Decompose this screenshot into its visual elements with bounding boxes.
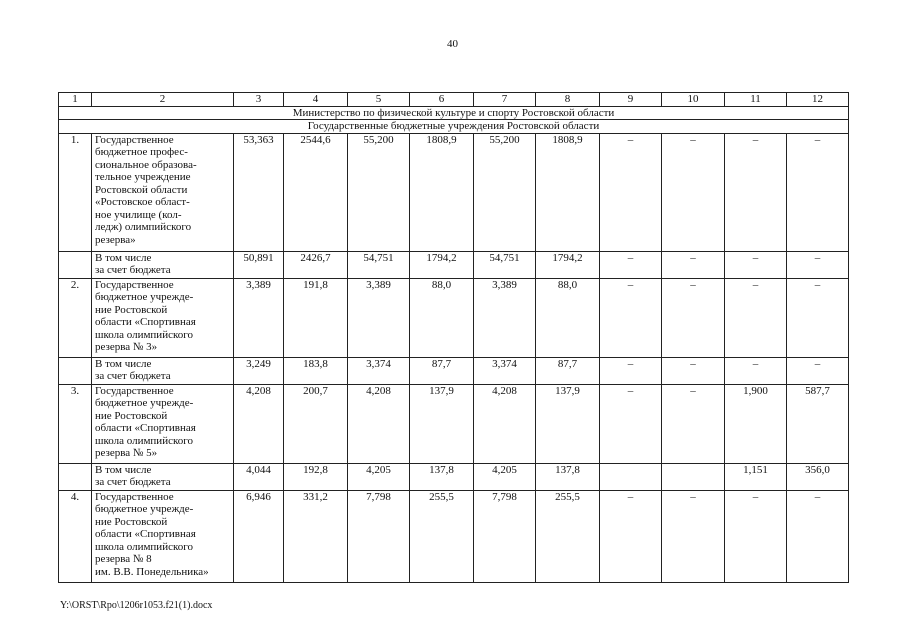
value-cell: – <box>787 133 849 251</box>
value-cell: – <box>600 490 662 582</box>
value-cell: 137,8 <box>410 463 474 490</box>
table-row <box>59 251 849 278</box>
value-cell: 191,8 <box>284 278 348 357</box>
value-cell: 88,0 <box>410 278 474 357</box>
category-heading: Государственные бюджетные учреждения Ростовской области <box>59 120 849 134</box>
value-cell: 1,151 <box>725 463 787 490</box>
value-cell: 4,208 <box>234 384 284 463</box>
value-cell <box>662 463 725 490</box>
value-cell: – <box>787 278 849 357</box>
column-number: 7 <box>474 93 536 107</box>
institution-name: В том числе за счет бюджета <box>92 463 234 490</box>
value-cell: 87,7 <box>410 357 474 384</box>
value-cell: 53,363 <box>234 133 284 251</box>
institution-name: В том числе за счет бюджета <box>92 251 234 278</box>
institution-name: Государственное бюджетное учрежде- ние Ростовской области «Спортивная школа олимпийского резерва № 5» <box>92 384 234 463</box>
institution-name: Государственное бюджетное учрежде- ние Ростовской области «Спортивная школа олимпийского резерва № 3» <box>92 278 234 357</box>
value-cell: 87,7 <box>536 357 600 384</box>
value-cell: 4,205 <box>474 463 536 490</box>
value-cell: 4,205 <box>348 463 410 490</box>
column-number: 2 <box>92 93 234 107</box>
value-cell: 55,200 <box>474 133 536 251</box>
table-row <box>59 278 849 357</box>
value-cell: 183,8 <box>284 357 348 384</box>
value-cell: – <box>662 251 725 278</box>
value-cell: 1808,9 <box>536 133 600 251</box>
value-cell: – <box>725 251 787 278</box>
column-number: 6 <box>410 93 474 107</box>
value-cell: – <box>787 251 849 278</box>
institution-name: Государственное бюджетное профес- сиональное образова- тельное учреждение Ростовской области «Ростовское област- ное училище (кол- ледж) олимпийского резерва» <box>92 133 234 251</box>
value-cell: 88,0 <box>536 278 600 357</box>
value-cell: – <box>600 384 662 463</box>
value-cell: – <box>725 490 787 582</box>
value-cell: 331,2 <box>284 490 348 582</box>
institution-name: В том числе за счет бюджета <box>92 357 234 384</box>
page-number: 40 <box>447 38 458 50</box>
value-cell: 3,389 <box>474 278 536 357</box>
value-cell: 1808,9 <box>410 133 474 251</box>
value-cell: – <box>662 490 725 582</box>
value-cell: 50,891 <box>234 251 284 278</box>
value-cell: 7,798 <box>348 490 410 582</box>
ministry-row <box>59 106 849 120</box>
table-row <box>59 490 849 582</box>
column-number-row <box>59 93 849 107</box>
row-index <box>59 251 92 278</box>
value-cell: 4,208 <box>474 384 536 463</box>
value-cell: 3,389 <box>234 278 284 357</box>
value-cell: – <box>787 357 849 384</box>
row-index: 4. <box>59 490 92 582</box>
column-number: 9 <box>600 93 662 107</box>
column-number: 5 <box>348 93 410 107</box>
value-cell: 137,9 <box>410 384 474 463</box>
row-index <box>59 463 92 490</box>
column-number: 4 <box>284 93 348 107</box>
value-cell: 4,044 <box>234 463 284 490</box>
value-cell <box>600 463 662 490</box>
table-row <box>59 463 849 490</box>
column-number: 8 <box>536 93 600 107</box>
budget-table <box>58 92 849 583</box>
row-index <box>59 357 92 384</box>
value-cell: – <box>600 251 662 278</box>
value-cell: 137,9 <box>536 384 600 463</box>
value-cell: 2426,7 <box>284 251 348 278</box>
column-number: 12 <box>787 93 849 107</box>
value-cell: 3,389 <box>348 278 410 357</box>
value-cell: – <box>725 278 787 357</box>
category-row <box>59 120 849 134</box>
value-cell: 1,900 <box>725 384 787 463</box>
value-cell: 356,0 <box>787 463 849 490</box>
value-cell: 54,751 <box>474 251 536 278</box>
value-cell: 1794,2 <box>536 251 600 278</box>
column-number: 11 <box>725 93 787 107</box>
table-row <box>59 384 849 463</box>
ministry-heading: Министерство по физической культуре и спорту Ростовской области <box>59 106 849 120</box>
row-index: 2. <box>59 278 92 357</box>
value-cell: 1794,2 <box>410 251 474 278</box>
value-cell: 2544,6 <box>284 133 348 251</box>
value-cell: – <box>787 490 849 582</box>
value-cell: – <box>662 278 725 357</box>
value-cell: – <box>662 384 725 463</box>
value-cell: – <box>662 357 725 384</box>
table-row <box>59 357 849 384</box>
row-index: 1. <box>59 133 92 251</box>
value-cell: 192,8 <box>284 463 348 490</box>
value-cell: 54,751 <box>348 251 410 278</box>
value-cell: 3,374 <box>348 357 410 384</box>
value-cell: – <box>600 357 662 384</box>
value-cell: 7,798 <box>474 490 536 582</box>
value-cell: 137,8 <box>536 463 600 490</box>
value-cell: – <box>725 133 787 251</box>
table-row <box>59 133 849 251</box>
value-cell: – <box>662 133 725 251</box>
value-cell: 6,946 <box>234 490 284 582</box>
value-cell: 255,5 <box>536 490 600 582</box>
file-path-footer: Y:\ORST\Rpo\1206r1053.f21(1).docx <box>60 600 213 611</box>
value-cell: 3,374 <box>474 357 536 384</box>
value-cell: 587,7 <box>787 384 849 463</box>
value-cell: – <box>600 133 662 251</box>
value-cell: 200,7 <box>284 384 348 463</box>
row-index: 3. <box>59 384 92 463</box>
institution-name: Государственное бюджетное учрежде- ние Ростовской области «Спортивная школа олимпийского резерва № 8 им. В.В. Понедельника» <box>92 490 234 582</box>
value-cell: – <box>600 278 662 357</box>
value-cell: 255,5 <box>410 490 474 582</box>
column-number: 10 <box>662 93 725 107</box>
column-number: 1 <box>59 93 92 107</box>
value-cell: 55,200 <box>348 133 410 251</box>
value-cell: 3,249 <box>234 357 284 384</box>
value-cell: 4,208 <box>348 384 410 463</box>
column-number: 3 <box>234 93 284 107</box>
value-cell: – <box>725 357 787 384</box>
